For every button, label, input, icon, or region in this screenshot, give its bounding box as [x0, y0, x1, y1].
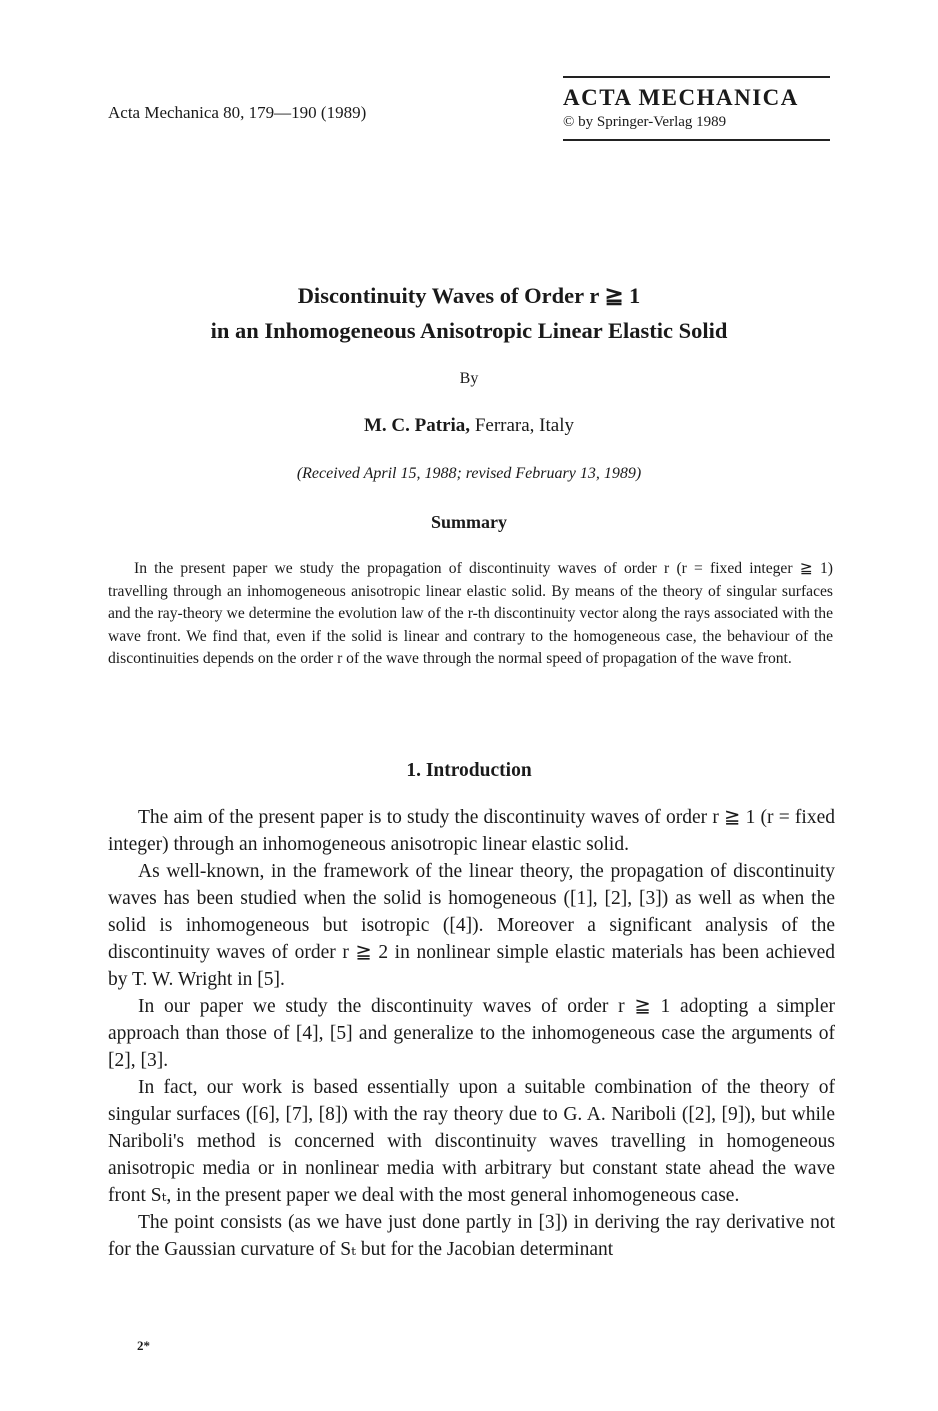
journal-name: ACTA MECHANICA	[563, 85, 799, 110]
received-dates: (Received April 15, 1988; revised February 13, 1989)	[296, 465, 642, 482]
introduction-body	[108, 804, 835, 1263]
journal-reference: Acta Mechanica 80, 179—190 (1989)	[108, 103, 367, 122]
paragraph: The aim of the present paper is to study the discontinuity waves of order r ≧ 1 (r = fixed integer) through an inhomogeneous anisotropic linear elastic solid.	[108, 807, 835, 855]
author-name: M. C. Patria,	[364, 415, 471, 436]
author-line	[0, 415, 938, 437]
section-heading-introduction: 1. Introduction	[406, 760, 532, 781]
summary-heading: Summary	[431, 512, 507, 532]
paragraph: As well-known, in the framework of the linear theory, the propagation of discontinuity waves has been studied when the solid is homogeneous ([1], [2], [3]) as well as when the solid is inhomogeneous but isotropic ([4]). Moreover a significant analysis of the discontinuity waves of order r ≧ 2 in nonlinear simple elastic materials has been achieved by T. W. Wright in [5].	[108, 861, 835, 990]
paper-title-line-2: in an Inhomogeneous Anisotropic Linear Elastic Solid	[210, 318, 728, 343]
copyright-line: © by Springer-Verlag 1989	[563, 114, 727, 130]
paragraph: In fact, our work is based essentially upon a suitable combination of the theory of singular surfaces ([6], [7], [8]) with the ray theory due to G. A. Nariboli ([2], [9]), but while Nariboli's method is concerned with discontinuity waves travelling in homogeneous anisotropic media or in nonlinear media with arbitrary but constant state ahead the wave front Sₜ, in the present paper we deal with the most general inhomogeneous case.	[108, 1077, 835, 1206]
signature-mark: 2*	[137, 1338, 150, 1353]
summary-text: In the present paper we study the propagation of discontinuity waves of order r (r = fixed integer ≧ 1) travelling through an inhomogeneous anisotropic linear elastic solid. By means of the theory of singular surfaces and the ray-theory we determine the evolution law of the r-th discontinuity vector along the rays associated with the wave front. We find that, even if the solid is linear and contrary to the homogeneous case, the behaviour of the discontinuities depends on the order r of the wave through the normal speed of propagation of the wave front.	[108, 560, 833, 668]
byline-by: By	[459, 370, 479, 387]
author-location: Ferrara, Italy	[470, 415, 574, 436]
summary-body	[108, 558, 833, 671]
paragraph: In our paper we study the discontinuity waves of order r ≧ 1 adopting a simpler approach than those of [4], [5] and generalize to the inhomogeneous case the arguments of [2], [3].	[108, 996, 835, 1071]
journal-masthead	[563, 76, 830, 141]
paragraph: The point consists (as we have just done partly in [3]) in deriving the ray derivative not for the Gaussian curvature of Sₜ but for the Jacobian determinant	[108, 1212, 835, 1260]
paper-title-line-1: Discontinuity Waves of Order r ≧ 1	[297, 283, 641, 308]
